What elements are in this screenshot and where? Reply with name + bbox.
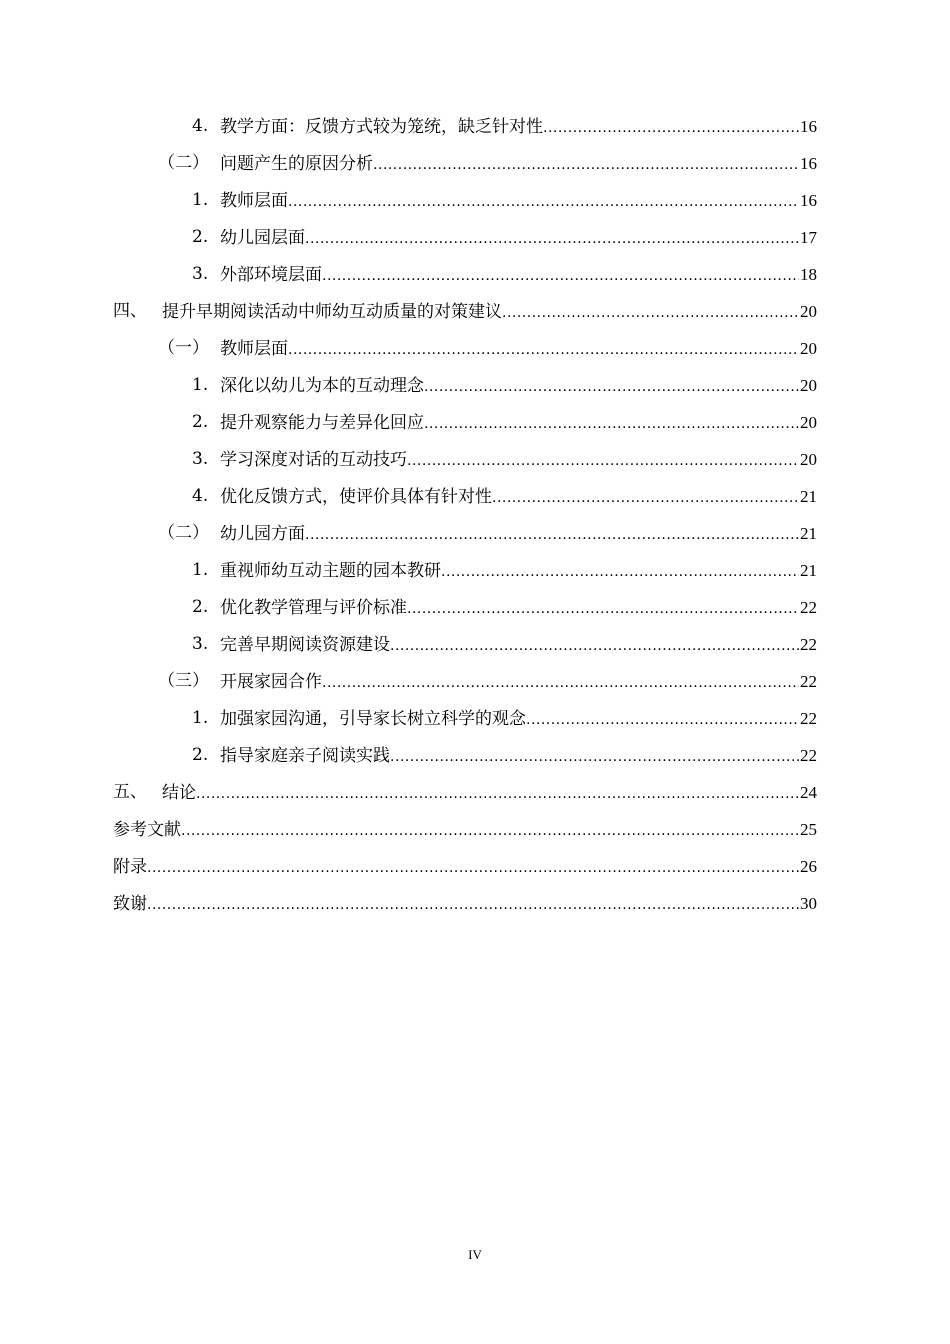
toc-entry-page: 22 (800, 709, 817, 728)
toc-entry-line (220, 589, 817, 628)
dot-leader (288, 332, 799, 369)
toc-entry-line (162, 774, 817, 813)
toc-entry-line (220, 367, 817, 406)
dot-leader (441, 554, 799, 591)
toc-entry-page: 20 (800, 302, 817, 321)
toc-entry-page: 22 (800, 598, 817, 617)
toc-entry-page: 25 (800, 820, 817, 839)
toc-entry-page: 21 (800, 487, 817, 506)
dot-leader (424, 406, 799, 443)
toc-entry-page: 18 (800, 265, 817, 284)
toc-entry[interactable] (0, 663, 950, 700)
dot-leader (492, 480, 799, 517)
toc-entry-title: 优化教学管理与评价标准 (220, 590, 407, 627)
toc-entry[interactable] (0, 589, 950, 626)
toc-entry-number: （三） (158, 671, 209, 691)
toc-entry-line (162, 293, 817, 332)
dot-leader (407, 591, 799, 628)
toc-entry[interactable] (0, 700, 950, 737)
toc-entry-line (113, 811, 817, 850)
dot-leader (424, 369, 799, 406)
dot-leader (196, 776, 799, 813)
toc-entry-page: 21 (800, 561, 817, 580)
toc-entry-title: 教师层面 (220, 331, 288, 368)
toc-entry[interactable] (0, 330, 950, 367)
toc-entry-line (220, 626, 817, 665)
toc-entry-title: 结论 (162, 775, 196, 812)
toc-entry-title: 参考文献 (113, 812, 181, 849)
dot-leader (322, 258, 799, 295)
table-of-contents (0, 108, 950, 922)
toc-entry-page: 20 (800, 413, 817, 432)
toc-entry-title: 教学方面：反馈方式较为笼统，缺乏针对性 (220, 109, 543, 146)
toc-entry[interactable] (0, 774, 950, 811)
dot-leader (181, 813, 799, 850)
toc-entry[interactable] (0, 552, 950, 589)
toc-entry-title: 深化以幼儿为本的互动理念 (220, 368, 424, 405)
toc-entry-title: 问题产生的原因分析 (220, 146, 373, 183)
toc-entry-line (220, 404, 817, 443)
toc-entry-number: 3. (192, 449, 209, 469)
toc-entry-page: 21 (800, 524, 817, 543)
toc-entry-line (113, 848, 817, 887)
toc-entry-title: 加强家园沟通，引导家长树立科学的观念 (220, 701, 526, 738)
toc-entry-page: 22 (800, 746, 817, 765)
dot-leader (526, 702, 799, 739)
toc-entry-page: 26 (800, 857, 817, 876)
dot-leader (288, 184, 799, 221)
toc-entry-title: 幼儿园层面 (220, 220, 305, 257)
toc-entry-line (220, 441, 817, 480)
toc-entry[interactable] (0, 219, 950, 256)
toc-entry-line (220, 145, 817, 184)
toc-entry-title: 外部环境层面 (220, 257, 322, 294)
toc-entry-line (220, 219, 817, 258)
toc-entry-page: 20 (800, 339, 817, 358)
toc-entry-line (220, 700, 817, 739)
toc-entry[interactable] (0, 367, 950, 404)
toc-entry-number: 2. (192, 227, 209, 247)
toc-entry[interactable] (0, 441, 950, 478)
dot-leader (305, 221, 799, 258)
toc-entry-title: 提升观察能力与差异化回应 (220, 405, 424, 442)
toc-entry-line (220, 108, 817, 147)
toc-entry-line (220, 478, 817, 517)
dot-leader (407, 443, 799, 480)
page-number: IV (468, 1247, 482, 1262)
toc-entry-title: 重视师幼互动主题的园本教研 (220, 553, 441, 590)
toc-entry-number: 1. (192, 708, 209, 728)
toc-entry[interactable] (0, 885, 950, 922)
toc-entry-title: 优化反馈方式，使评价具体有针对性 (220, 479, 492, 516)
toc-entry-page: 22 (800, 672, 817, 691)
toc-entry[interactable] (0, 293, 950, 330)
toc-entry-page: 16 (800, 117, 817, 136)
toc-entry-number: 2. (192, 412, 209, 432)
toc-entry-number: 四、 (113, 301, 147, 321)
dot-leader (322, 665, 799, 702)
toc-entry[interactable] (0, 108, 950, 145)
dot-leader (147, 887, 799, 924)
toc-entry-page: 17 (800, 228, 817, 247)
toc-entry-number: 3. (192, 264, 209, 284)
dot-leader (502, 295, 799, 332)
toc-entry-line (220, 737, 817, 776)
toc-entry-number: （二） (158, 523, 209, 543)
toc-entry-line (220, 663, 817, 702)
toc-entry-title: 完善早期阅读资源建设 (220, 627, 390, 664)
toc-entry[interactable] (0, 737, 950, 774)
toc-entry-line (220, 256, 817, 295)
toc-entry-title: 指导家庭亲子阅读实践 (220, 738, 390, 775)
toc-entry[interactable] (0, 811, 950, 848)
toc-entry[interactable] (0, 145, 950, 182)
toc-entry-number: 2. (192, 745, 209, 765)
toc-entry-number: 2. (192, 597, 209, 617)
dot-leader (147, 850, 799, 887)
dot-leader (543, 110, 799, 147)
toc-entry-page: 30 (800, 894, 817, 913)
toc-entry-title: 教师层面 (220, 183, 288, 220)
toc-entry-title: 提升早期阅读活动中师幼互动质量的对策建议 (162, 294, 502, 331)
toc-entry[interactable] (0, 848, 950, 885)
toc-entry-line (220, 182, 817, 221)
toc-entry-number: 4. (192, 116, 209, 136)
toc-entry-page: 16 (800, 191, 817, 210)
toc-entry-page: 16 (800, 154, 817, 173)
toc-entry-number: 1. (192, 375, 209, 395)
toc-entry-title: 致谢 (113, 886, 147, 923)
toc-entry-line (220, 552, 817, 591)
toc-entry[interactable] (0, 404, 950, 441)
dot-leader (373, 147, 799, 184)
toc-entry[interactable] (0, 515, 950, 552)
dot-leader (390, 628, 799, 665)
toc-entry-number: 五、 (113, 782, 147, 802)
toc-entry[interactable] (0, 256, 950, 293)
toc-entry-page: 20 (800, 376, 817, 395)
toc-entry[interactable] (0, 626, 950, 663)
toc-entry-title: 开展家园合作 (220, 664, 322, 701)
toc-entry[interactable] (0, 478, 950, 515)
toc-entry-line (113, 885, 817, 924)
toc-entry-page: 24 (800, 783, 817, 802)
toc-entry[interactable] (0, 182, 950, 219)
toc-entry-page: 22 (800, 635, 817, 654)
toc-entry-number: 4. (192, 486, 209, 506)
toc-entry-page: 20 (800, 450, 817, 469)
toc-entry-title: 附录 (113, 849, 147, 886)
toc-entry-number: 1. (192, 560, 209, 580)
dot-leader (305, 517, 799, 554)
toc-entry-number: （一） (158, 338, 209, 358)
toc-entry-line (220, 515, 817, 554)
toc-entry-title: 学习深度对话的互动技巧 (220, 442, 407, 479)
toc-entry-number: 1. (192, 190, 209, 210)
toc-entry-line (220, 330, 817, 369)
toc-entry-number: 3. (192, 634, 209, 654)
toc-entry-number: （二） (158, 153, 209, 173)
dot-leader (390, 739, 799, 776)
toc-entry-title: 幼儿园方面 (220, 516, 305, 553)
